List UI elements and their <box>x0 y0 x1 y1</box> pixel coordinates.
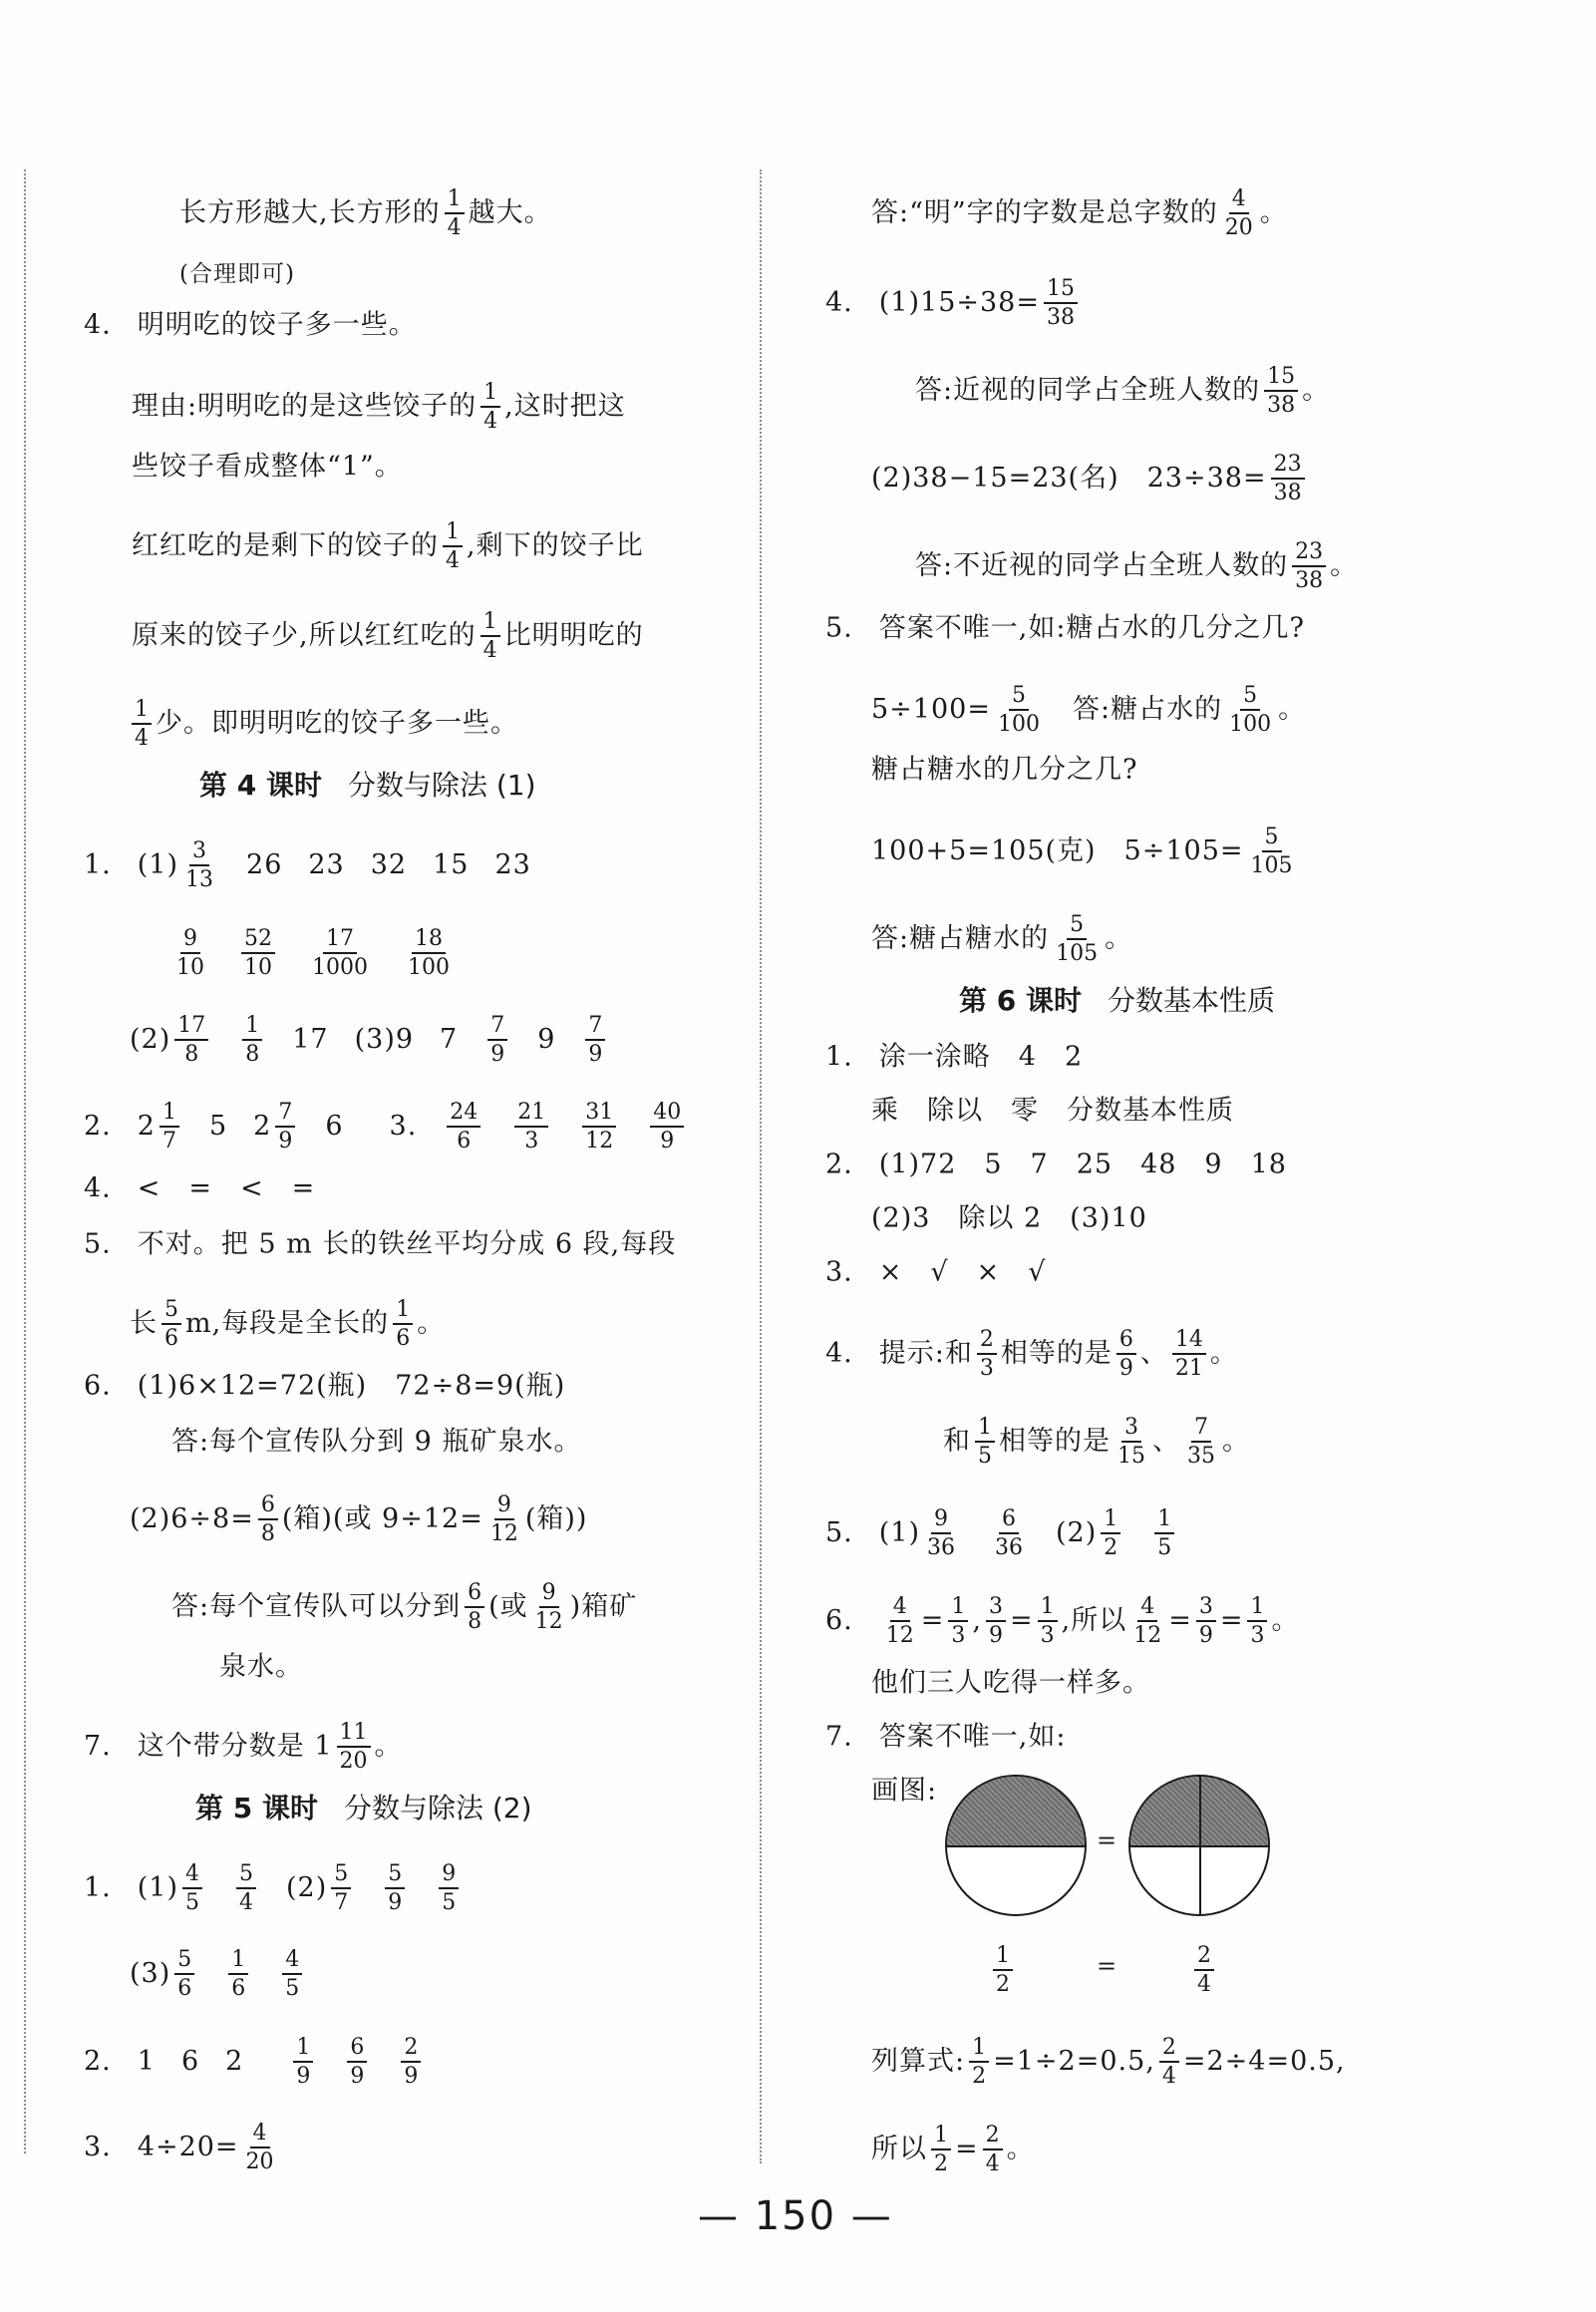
left-l4-q6: 6. (1)6×12=72(瓶) 72÷8=9(瓶) <box>84 1370 566 1402</box>
fraction: $\frac{17}{8}$ <box>174 1012 208 1068</box>
left-l4-q6-line2: (2)6÷8= $\frac{6}{8}$ (箱)(或 9÷12= $\frac{9}{12}$ (箱)) <box>130 1492 588 1546</box>
left-line-5: 些饺子看成整体“1”。 <box>132 451 403 483</box>
fraction: $\frac{6}{8}$ <box>258 1491 278 1547</box>
fraction: $\frac{7}{9}$ <box>275 1099 295 1155</box>
left-l4-q5: 5. 不对。把 5 m 长的铁丝平均分成 6 段,每段 <box>84 1228 677 1260</box>
fraction: $\frac{1}{5}$ <box>1154 1505 1174 1561</box>
fraction: $\frac{1}{6}$ <box>393 1296 413 1352</box>
fraction: $\frac{5}{100}$ <box>1229 683 1272 737</box>
left-line-4: 理由:明明吃的是这些饺子的 $\frac{1}{4}$ ,这时把这 <box>132 380 626 434</box>
left-l4-q6-ans2: 答:每个宣传队可以分到 $\frac{6}{8}$ (或 $\frac{9}{12}$ )箱矿 <box>171 1580 638 1634</box>
right-q4-1-ans: 答:近视的同学占全班人数的 $\frac{15}{38}$ 。 <box>915 364 1331 418</box>
fraction: $\frac{4}{5}$ <box>282 1946 302 2002</box>
fraction: $\frac{11}{20}$ <box>337 1719 371 1775</box>
right-l6-q4: 4. 提示:和 $\frac{2}{3}$ 相等的是 $\frac{6}{9}$ 、 $\frac{14}{21}$ 。 <box>825 1327 1238 1381</box>
circle-two-quarters <box>1128 1775 1270 1916</box>
fraction: $\frac{3}{9}$ <box>1196 1593 1216 1649</box>
fraction: $\frac{4}{12}$ <box>1133 1594 1162 1648</box>
fraction: $\frac{1}{9}$ <box>293 2034 313 2090</box>
right-l6-q6: 6. $\frac{4}{12}$ = $\frac{1}{3}$ , $\frac{3}{9}$ = $\frac{1}{3}$ ,所以 $\frac{4}{12}$ = $\frac{3}{9}$ = $\frac{1}{3}$ 。 <box>825 1594 1300 1648</box>
fraction: $\frac{15}{38}$ <box>1264 363 1298 419</box>
left-line-1: 长方形越大,长方形的 $\frac{1}{4}$ 越大。 <box>179 186 552 240</box>
shaded-half <box>947 1777 1085 1845</box>
fraction: $\frac{40}{9}$ <box>650 1099 684 1155</box>
right-l6-q7-conclusion: 所以 $\frac{1}{2}$ = $\frac{2}{4}$ 。 <box>871 2123 1035 2176</box>
column-divider <box>760 169 762 2163</box>
fraction: $\frac{1}{3}$ <box>1247 1593 1267 1649</box>
fraction: $\frac{6}{36}$ <box>995 1506 1024 1560</box>
fraction: $\frac{4}{5}$ <box>182 1860 202 1916</box>
right-l6-q7-drawing-label: 画图: <box>871 1775 938 1807</box>
fraction: $\frac{4}{12}$ <box>885 1594 914 1648</box>
fraction: $\frac{1}{3}$ <box>948 1593 968 1649</box>
right-l6-q6-line2: 他们三人吃得一样多。 <box>871 1667 1150 1699</box>
fraction: $\frac{1}{6}$ <box>228 1946 248 2002</box>
fraction: $\frac{2}{3}$ <box>977 1326 997 1382</box>
fraction: $\frac{7}{9}$ <box>487 1012 507 1068</box>
right-l6-q1: 1. 涂一涂略 4 2 <box>825 1041 1084 1073</box>
right-q4-2: (2)38−15=23(名) 23÷38= $\frac{23}{38}$ <box>871 451 1309 506</box>
fraction: $\frac{7}{35}$ <box>1187 1415 1215 1469</box>
left-line-2: (合理即可) <box>179 261 295 287</box>
vertical-divider <box>1199 1777 1201 1914</box>
left-line-8: $\frac{1}{4}$ 少。即明明吃的饺子多一些。 <box>128 696 518 752</box>
right-q5-line4: 100+5=105(克) 5÷105= $\frac{5}{105}$ <box>871 824 1300 879</box>
fraction: $\frac{1}{4}$ <box>443 518 463 574</box>
fraction: $\frac{1}{2}$ <box>1101 1505 1120 1561</box>
fraction: $\frac{5}{9}$ <box>385 1860 405 1916</box>
left-l5-q1-row1: 1. (1) $\frac{4}{5}$ $\frac{5}{4}$ (2) $\frac{5}{7}$ $\frac{5}{9}$ $\frac{9}{5}$ <box>84 1860 463 1916</box>
right-l6-q7: 7. 答案不唯一,如: <box>825 1721 1067 1753</box>
fraction: $\frac{5}{6}$ <box>161 1296 181 1352</box>
right-l6-q5: 5. (1) $\frac{9}{36}$ $\frac{6}{36}$ (2) $\frac{1}{2}$ $\frac{1}{5}$ <box>825 1505 1178 1561</box>
left-l4-q1-row3: (2) $\frac{17}{8}$ $\frac{1}{8}$ 17 (3)9 7 $\frac{7}{9}$ 9 $\frac{7}{9}$ <box>130 1012 609 1068</box>
fraction: $\frac{1}{3}$ <box>1038 1593 1058 1649</box>
lesson-5-heading: 第 5 课时 分数与除法 (2) <box>195 1792 532 1824</box>
fraction: $\frac{9}{5}$ <box>439 1860 459 1916</box>
left-l4-q5-line2: 长 $\frac{5}{6}$ m,每段是全长的 $\frac{1}{6}$ 。 <box>130 1297 446 1351</box>
fraction: $\frac{1}{2}$ <box>969 2034 989 2090</box>
fraction: $\frac{7}{9}$ <box>585 1012 605 1068</box>
fraction: $\frac{6}{9}$ <box>347 2034 367 2090</box>
horizontal-divider <box>947 1845 1085 1847</box>
fraction: $\frac{23}{38}$ <box>1292 538 1326 594</box>
fraction: $\frac{2}{4}$ <box>983 2122 1003 2177</box>
fraction: $\frac{5}{105}$ <box>1056 912 1099 966</box>
figure-fraction-left <box>989 1942 1017 1998</box>
fraction: $\frac{1}{2}$ <box>931 2122 951 2177</box>
fraction: $\frac{1}{4}$ <box>132 696 152 752</box>
left-q4: 4. 明明吃的饺子多一些。 <box>84 309 417 341</box>
fraction: $\frac{9}{10}$ <box>176 926 204 980</box>
right-line-1: 答:“明”字的字数是总字数的 $\frac{4}{20}$ 。 <box>871 186 1288 240</box>
fraction: $\frac{5}{6}$ <box>174 1946 194 2002</box>
left-l4-q7: 7. 这个带分数是 1 $\frac{11}{20}$ 。 <box>84 1720 403 1774</box>
fraction: $\frac{9}{12}$ <box>489 1492 518 1546</box>
fraction: $\frac{15}{38}$ <box>1044 275 1078 331</box>
left-l5-q1-row2: (3) $\frac{5}{6}$ $\frac{1}{6}$ $\frac{4}{5}$ <box>130 1946 306 2002</box>
fraction: $\frac{5}{105}$ <box>1250 825 1293 878</box>
right-q5-line3: 糖占糖水的几分之几? <box>871 754 1138 786</box>
fraction: $\frac{1}{5}$ <box>975 1414 995 1470</box>
fraction: $\frac{1}{4}$ <box>480 608 500 664</box>
left-l4-q1-row2 <box>169 925 457 981</box>
fraction: $\frac{4}{20}$ <box>1224 186 1253 240</box>
fraction: $\frac{18}{100}$ <box>408 926 450 980</box>
fraction: $\frac{1}{4}$ <box>480 379 500 435</box>
fraction: $\frac{2}{4}$ <box>1194 1942 1214 1998</box>
fraction: $\frac{1}{8}$ <box>242 1012 262 1068</box>
right-l6-q1-line2: 乘 除以 零 分数基本性质 <box>871 1095 1234 1127</box>
fraction: $\frac{6}{8}$ <box>465 1579 484 1635</box>
right-l6-q2-line2: (2)3 除以 2 (3)10 <box>871 1202 1147 1234</box>
fraction: $\frac{5}{4}$ <box>236 1860 256 1916</box>
right-l6-q2: 2. (1)72 5 7 25 48 9 18 <box>825 1149 1287 1180</box>
fraction: $\frac{2}{4}$ <box>1159 2034 1179 2090</box>
fraction: $\frac{6}{9}$ <box>1117 1326 1136 1382</box>
fraction: $\frac{31}{12}$ <box>582 1099 616 1155</box>
fraction: $\frac{14}{21}$ <box>1172 1326 1206 1382</box>
fraction: $\frac{3}{9}$ <box>986 1593 1006 1649</box>
right-l6-q4-line2: 和 $\frac{1}{5}$ 相等的是 $\frac{3}{15}$ 、 $\frac{7}{35}$ 。 <box>943 1415 1250 1469</box>
right-q5-line2: 5÷100= $\frac{5}{100}$ 答:糖占水的 $\frac{5}{100}$ 。 <box>871 683 1307 737</box>
figure-equals: = <box>1097 1826 1117 1854</box>
fraction: $\frac{1}{2}$ <box>993 1942 1013 1998</box>
fraction: $\frac{21}{3}$ <box>514 1099 548 1155</box>
figure-fraction-right <box>1190 1942 1218 1998</box>
left-l4-q6-ans1: 答:每个宣传队分到 9 瓶矿泉水。 <box>171 1426 582 1458</box>
right-q4-1: 4. (1)15÷38= $\frac{15}{38}$ <box>825 275 1082 331</box>
left-line-6: 红红吃的是剩下的饺子的 $\frac{1}{4}$ ,剩下的饺子比 <box>132 519 644 573</box>
fraction: $\frac{2}{9}$ <box>401 2034 421 2090</box>
left-line-7: 原来的饺子少,所以红红吃的 $\frac{1}{4}$ 比明明吃的 <box>132 609 644 663</box>
right-q5: 5. 答案不唯一,如:糖占水的几分之几? <box>825 612 1305 644</box>
lesson-4-heading: 第 4 课时 分数与除法 (1) <box>199 769 536 802</box>
fraction: $\frac{3}{15}$ <box>1117 1415 1145 1469</box>
fraction: $\frac{4}{20}$ <box>245 2121 274 2174</box>
fraction: $\frac{5}{7}$ <box>331 1860 351 1916</box>
fraction: $\frac{23}{38}$ <box>1271 451 1305 506</box>
fraction: $\frac{52}{10}$ <box>241 925 275 981</box>
left-l4-q2-q3: 2. 2 $\frac{1}{7}$ 5 2 $\frac{7}{9}$ 6 3. $\frac{24}{6}$ $\frac{21}{3}$ $\frac{31}{12}$ $\frac{40}{9}$ <box>84 1099 688 1155</box>
right-q4-2-ans: 答:不近视的同学占全班人数的 $\frac{23}{38}$ 。 <box>915 539 1359 593</box>
lesson-6-heading: 第 6 课时 分数基本性质 <box>959 984 1275 1017</box>
fraction: $\frac{9}{36}$ <box>927 1506 956 1560</box>
right-l6-q7-formula: 列算式: $\frac{1}{2}$ =1÷2=0.5, $\frac{2}{4}$ =2÷4=0.5, <box>871 2035 1346 2089</box>
fraction: $\frac{9}{12}$ <box>534 1580 563 1634</box>
left-margin-line <box>24 169 26 2153</box>
left-l4-q4: 4. < = < = <box>84 1172 316 1204</box>
fraction: $\frac{5}{100}$ <box>997 683 1040 737</box>
right-q5-ans: 答:糖占糖水的 $\frac{5}{105}$ 。 <box>871 912 1133 966</box>
left-l5-q2: 2. 1 6 2 $\frac{1}{9}$ $\frac{6}{9}$ $\frac{2}{9}$ <box>84 2034 425 2090</box>
right-l6-q3: 3. × √ × √ <box>825 1256 1047 1288</box>
left-l4-q1-row1: 1. (1) $\frac{3}{13}$ 26 23 32 15 23 <box>84 838 531 892</box>
fraction: $\frac{17}{1000}$ <box>312 926 368 980</box>
fraction: $\frac{3}{13}$ <box>185 838 214 892</box>
left-l5-q3: 3. 4÷20= $\frac{4}{20}$ <box>84 2120 281 2175</box>
page-number: — 150 — <box>698 2193 893 2239</box>
fraction: $\frac{24}{6}$ <box>447 1099 480 1155</box>
left-l4-q6-ans2-cont: 泉水。 <box>219 1651 303 1683</box>
fraction: $\frac{1}{4}$ <box>445 185 465 241</box>
fraction: $\frac{1}{7}$ <box>160 1099 179 1155</box>
circle-one-half <box>945 1775 1087 1916</box>
figure-fraction-equals: = <box>1097 1952 1117 1980</box>
